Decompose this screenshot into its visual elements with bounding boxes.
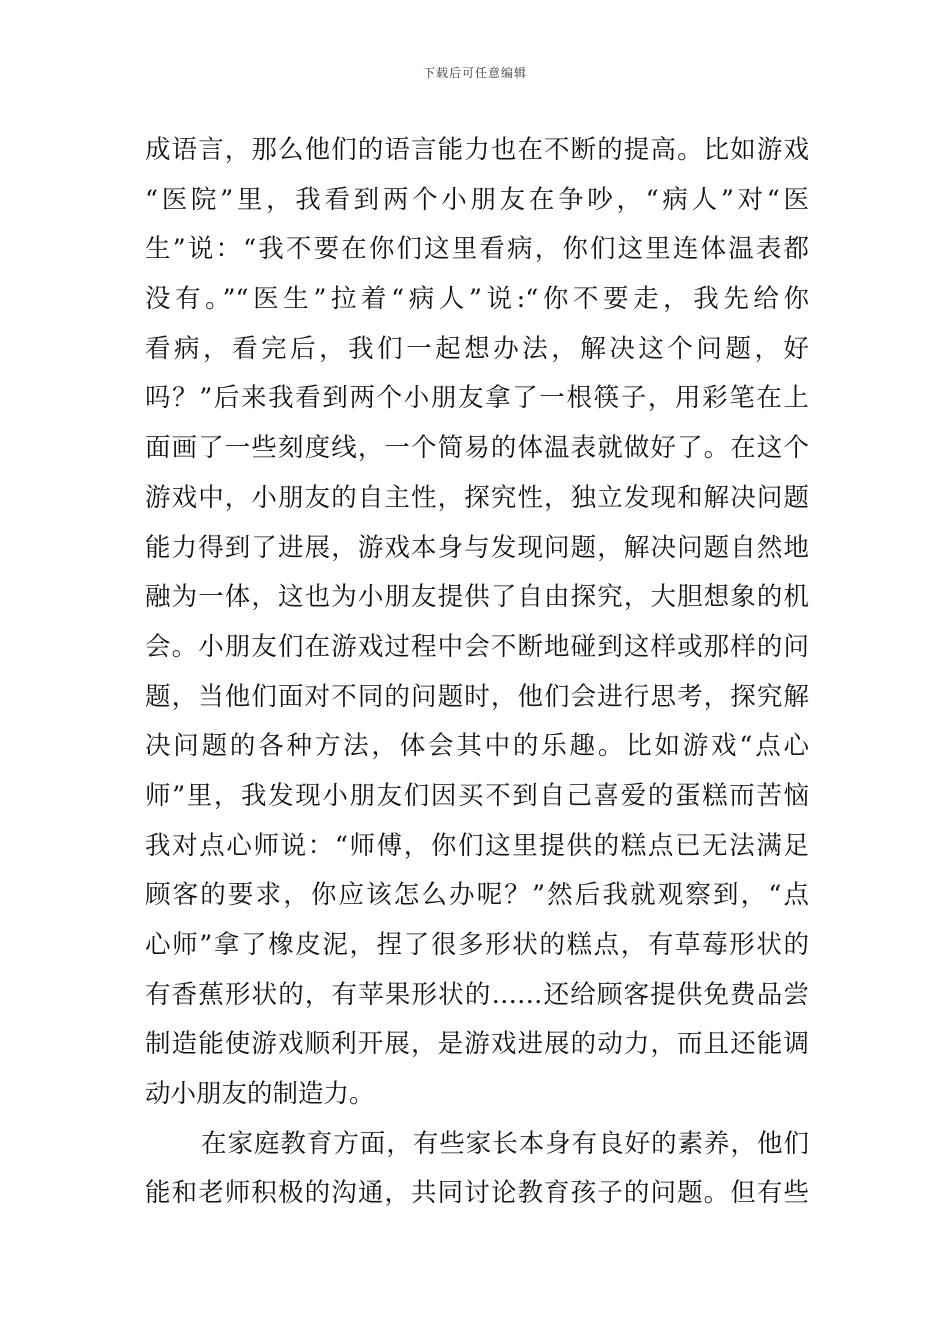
page-header: 下载后可任意编辑 <box>422 66 527 80</box>
text-line: 没有。”“医生”拉着“病人”说:“你不要走，我先给你 <box>145 284 809 315</box>
text-line: 生”说：“我不要在你们这里看病，你们这里连体温表都 <box>145 234 809 265</box>
text-line: 师”里，我发现小朋友们因买不到自己喜爱的蛋糕而苦恼 <box>145 780 809 811</box>
paragraph-1 <box>145 126 809 1120</box>
text-line: 我对点心师说：“师傅，你们这里提供的糕点已无法满足 <box>145 830 809 861</box>
text-line: 融为一体，这也为小朋友提供了自由探究，大胆想象的机 <box>145 582 809 613</box>
text-line: 决问题的各种方法，体会其中的乐趣。比如游戏“点心 <box>145 731 809 762</box>
document-body <box>145 126 809 1219</box>
text-line: 在家庭教育方面，有些家长本身有良好的素养，他们 <box>201 1128 809 1159</box>
text-line: 吗？”后来我看到两个小朋友拿了一根筷子，用彩笔在上 <box>145 383 809 414</box>
text-line: 游戏中，小朋友的自主性，探究性，独立发现和解决问题 <box>145 482 809 513</box>
text-line: 题，当他们面对不同的问题时，他们会进行思考，探究解 <box>145 681 809 712</box>
text-line: 制造能使游戏顺利开展，是游戏进展的动力，而且还能调 <box>145 1029 809 1060</box>
text-line: 面画了一些刻度线，一个简易的体温表就做好了。在这个 <box>145 433 809 464</box>
text-line: 能力得到了进展，游戏本身与发现问题，解决问题自然地 <box>145 532 809 563</box>
text-line: 看病，看完后，我们一起想办法，解决这个问题，好 <box>145 333 809 364</box>
text-line: 有香蕉形状的，有苹果形状的……还给顾客提供免费品尝 <box>145 979 809 1010</box>
text-line: 动小朋友的制造力。 <box>145 1079 375 1110</box>
text-line: 会。小朋友们在游戏过程中会不断地碰到这样或那样的问 <box>145 631 809 662</box>
paragraph-2 <box>145 1120 809 1219</box>
text-line: 心师”拿了橡皮泥，捏了很多形状的糕点，有草莓形状的 <box>145 930 809 960</box>
text-line: “医院”里，我看到两个小朋友在争吵，“病人”对“医 <box>145 184 809 215</box>
text-line: 能和老师积极的沟通，共同讨论教育孩子的问题。但有些 <box>145 1178 809 1209</box>
text-line: 成语言，那么他们的语言能力也在不断的提高。比如游戏 <box>145 135 809 165</box>
text-line: 顾客的要求，你应该怎么办呢？”然后我就观察到，“点 <box>145 880 809 911</box>
